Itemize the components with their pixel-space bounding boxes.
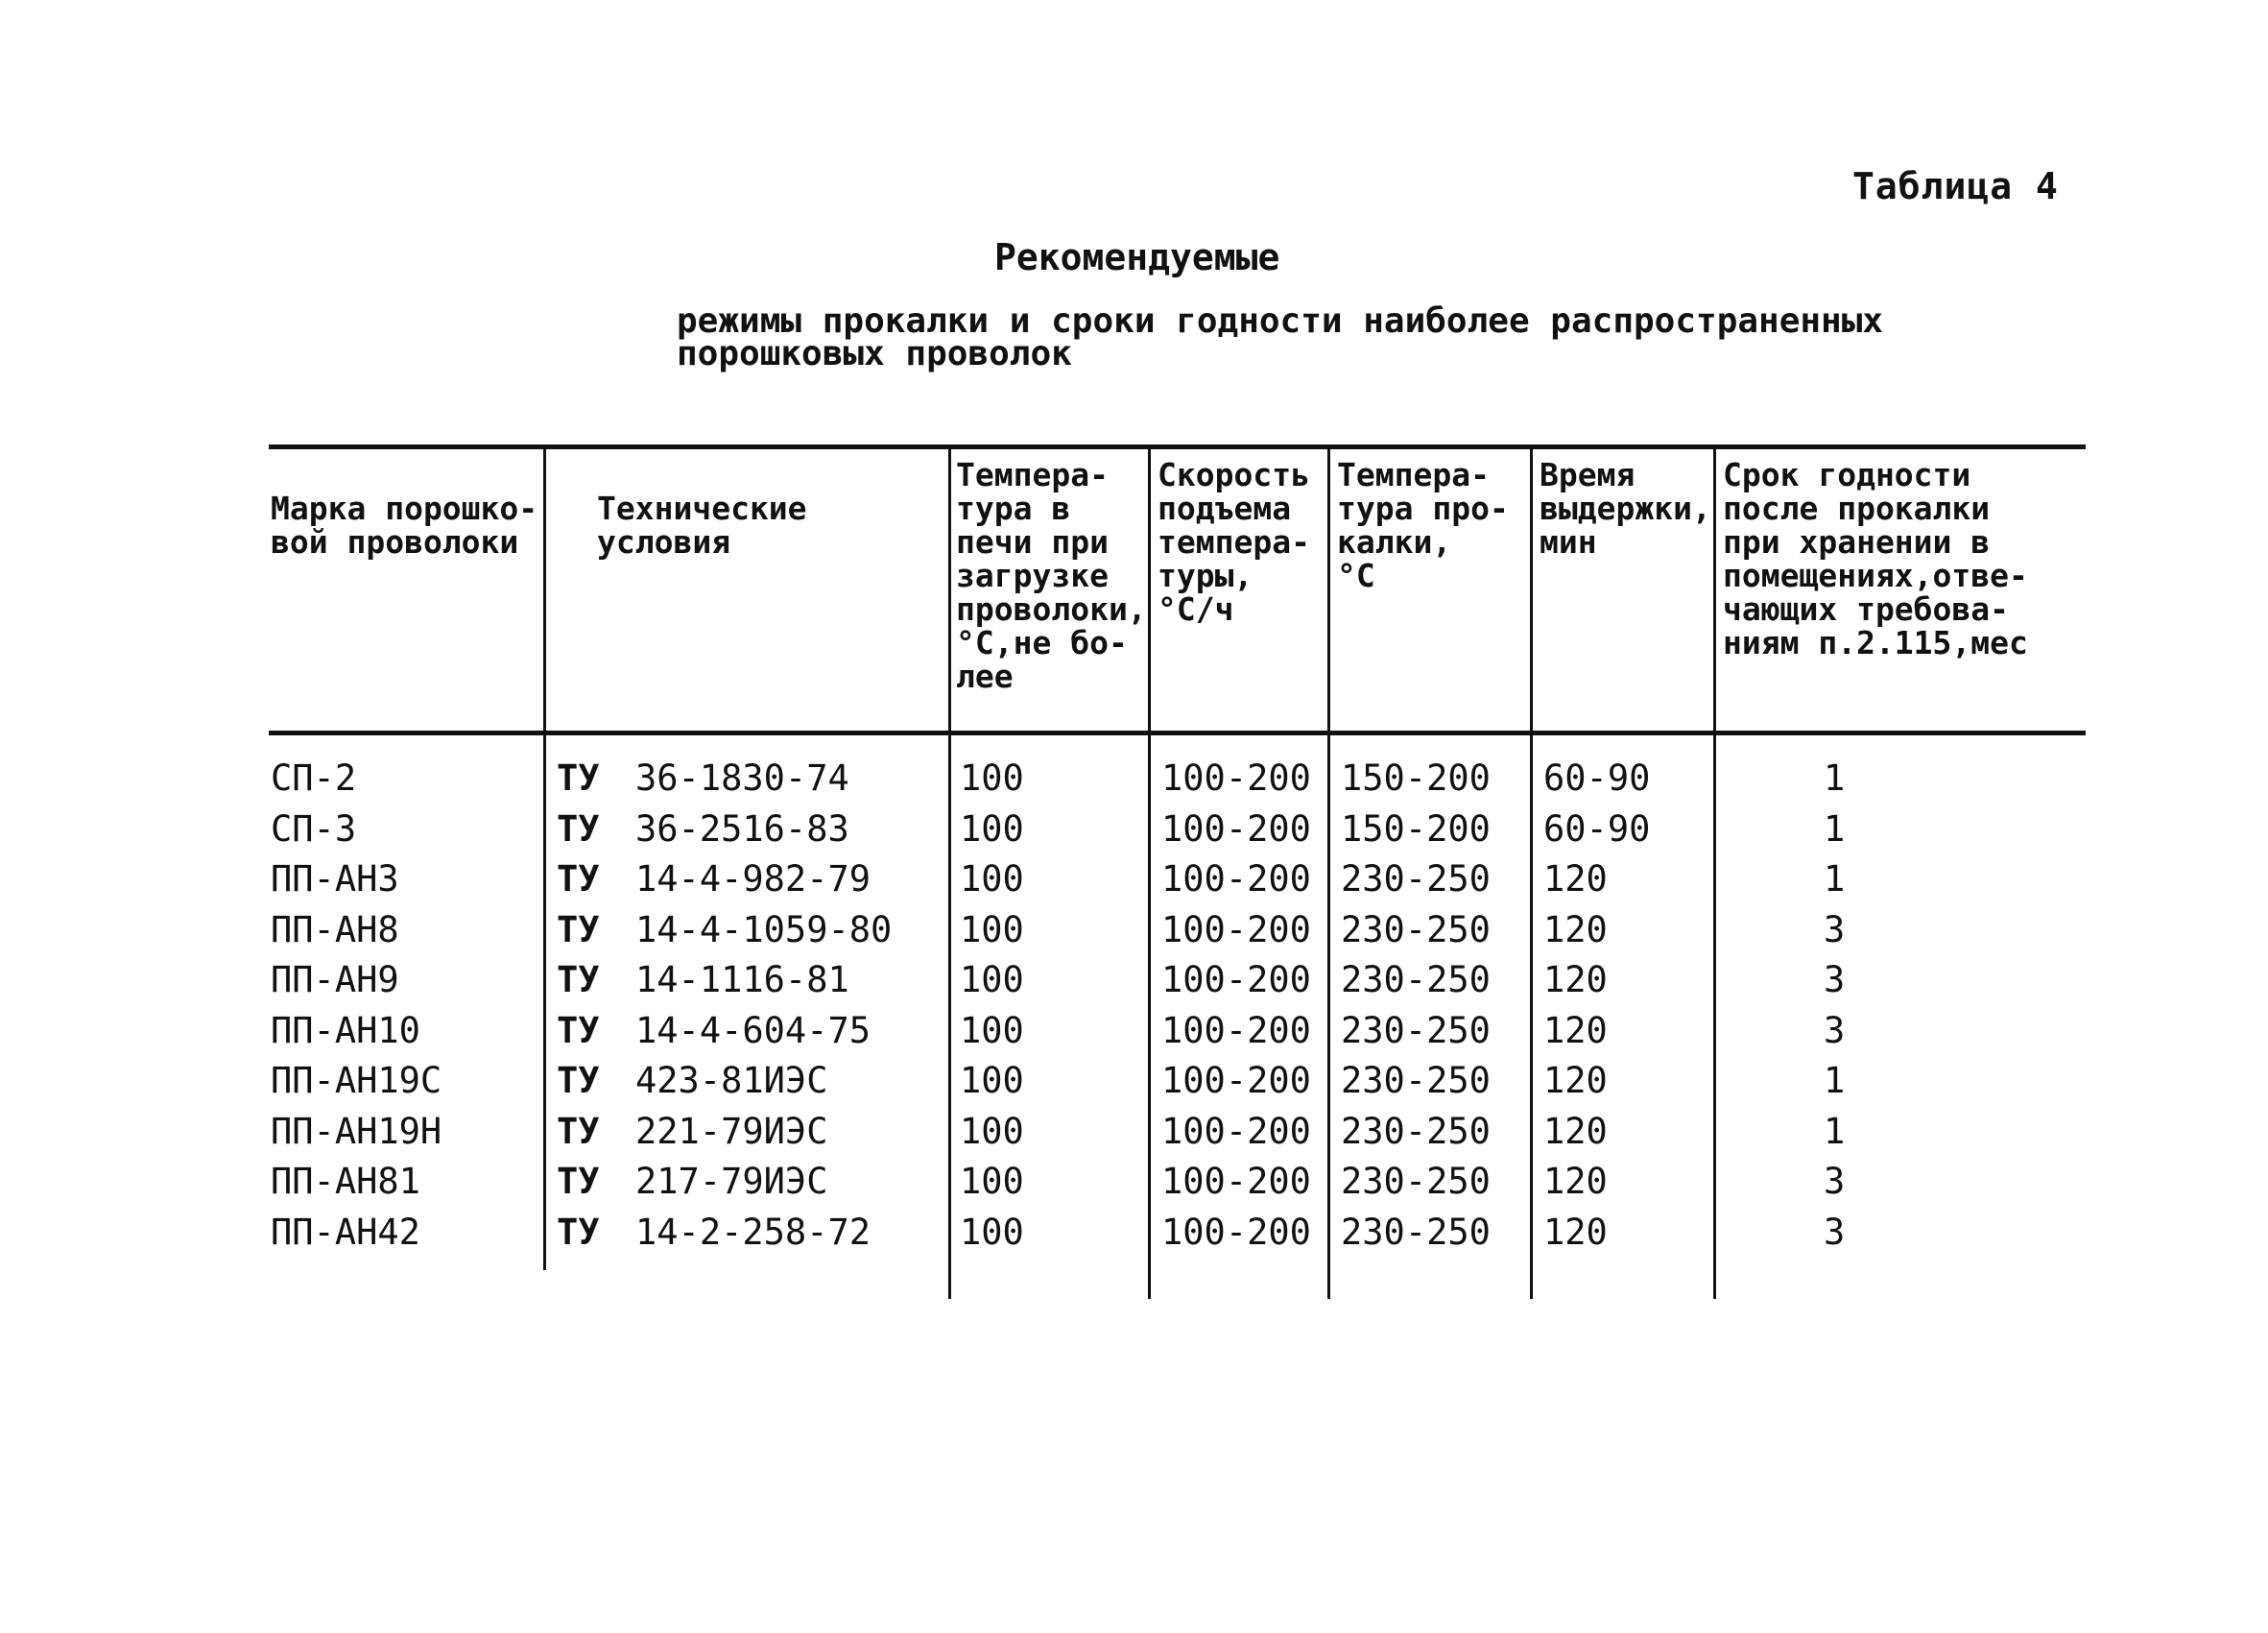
cell-furnace-temp: 100 <box>960 807 1024 850</box>
cell-tu-prefix: ТУ <box>557 858 600 900</box>
cell-heating-rate: 100-200 <box>1161 1161 1311 1202</box>
cell-heating-rate: 100-200 <box>1161 858 1311 900</box>
cell-furnace-temp: 100 <box>960 757 1024 799</box>
cell-calcination-temp: 230-250 <box>1341 858 1491 900</box>
table-number: Таблица 4 <box>1852 165 2059 207</box>
cell-heating-rate: 100-200 <box>1161 757 1311 799</box>
cell-calcination-temp: 150-200 <box>1341 807 1491 850</box>
header-divider-rule <box>269 731 2086 735</box>
cell-shelf-life: 1 <box>1824 1110 1846 1152</box>
cell-shelf-life: 3 <box>1824 959 1846 1000</box>
cell-shelf-life: 1 <box>1824 858 1846 900</box>
cell-brand: ПП-АН19С <box>271 1060 442 1101</box>
cell-heating-rate: 100-200 <box>1161 1110 1311 1152</box>
table-row <box>0 1107 2268 1157</box>
cell-tu-number: 14-2-258-72 <box>635 1211 871 1253</box>
table-top-rule <box>269 444 2086 449</box>
cell-tu-prefix: ТУ <box>557 959 600 1000</box>
header-tech-conditions: Технические условия <box>597 490 807 561</box>
cell-brand: ПП-АН19Н <box>271 1110 442 1152</box>
cell-heating-rate: 100-200 <box>1161 959 1311 1000</box>
cell-holding-time: 120 <box>1543 1009 1608 1051</box>
cell-furnace-temp: 100 <box>960 959 1024 1000</box>
document-title: Рекомендуемые <box>994 236 1280 278</box>
cell-holding-time: 60-90 <box>1543 807 1651 850</box>
cell-calcination-temp: 230-250 <box>1341 1211 1491 1253</box>
cell-furnace-temp: 100 <box>960 1110 1024 1152</box>
cell-brand: ПП-АН10 <box>271 1009 420 1051</box>
cell-tu-prefix: ТУ <box>557 908 600 950</box>
table-row <box>0 804 2268 854</box>
cell-tu-prefix: ТУ <box>557 1161 600 1202</box>
cell-tu-number: 14-4-982-79 <box>635 858 871 900</box>
cell-heating-rate: 100-200 <box>1161 1211 1311 1253</box>
table-row <box>0 955 2268 1005</box>
cell-shelf-life: 3 <box>1824 1009 1846 1051</box>
cell-shelf-life: 1 <box>1824 757 1846 799</box>
cell-tu-prefix: ТУ <box>557 1060 600 1101</box>
cell-tu-prefix: ТУ <box>557 807 600 850</box>
cell-shelf-life: 1 <box>1824 807 1846 850</box>
cell-tu-number: 36-1830-74 <box>635 757 849 799</box>
cell-shelf-life: 3 <box>1824 1161 1846 1202</box>
cell-brand: ПП-АН9 <box>271 959 399 1000</box>
header-calcination-temp: Темпера- тура про- калки, °С <box>1337 456 1509 594</box>
cell-brand: СП-2 <box>271 757 357 799</box>
cell-furnace-temp: 100 <box>960 908 1024 950</box>
cell-tu-number: 14-4-1059-80 <box>635 908 893 950</box>
cell-holding-time: 60-90 <box>1543 757 1651 799</box>
cell-shelf-life: 1 <box>1824 1060 1846 1101</box>
cell-tu-number: 423-81ИЭС <box>635 1060 828 1101</box>
cell-tu-number: 217-79ИЭС <box>635 1161 828 1202</box>
cell-tu-number: 14-1116-81 <box>635 959 849 1000</box>
cell-tu-prefix: ТУ <box>557 1110 600 1152</box>
cell-brand: ПП-АН42 <box>271 1211 420 1253</box>
table-row <box>0 905 2268 955</box>
cell-calcination-temp: 150-200 <box>1341 757 1491 799</box>
cell-tu-prefix: ТУ <box>557 1211 600 1253</box>
cell-holding-time: 120 <box>1543 1161 1608 1202</box>
header-shelf-life: Срок годности после прокалки при хранении в помещениях,отве- чающих требова- ниям п.2.115,мес <box>1723 456 2028 661</box>
cell-heating-rate: 100-200 <box>1161 807 1311 850</box>
table-row <box>0 1056 2268 1106</box>
table-row <box>0 1208 2268 1258</box>
cell-furnace-temp: 100 <box>960 1009 1024 1051</box>
cell-tu-number: 14-4-604-75 <box>635 1009 871 1051</box>
cell-heating-rate: 100-200 <box>1161 1009 1311 1051</box>
header-furnace-temp: Темпера- тура в печи при загрузке проволоки, °С,не бо- лее <box>956 456 1147 695</box>
cell-calcination-temp: 230-250 <box>1341 1060 1491 1101</box>
cell-calcination-temp: 230-250 <box>1341 1110 1491 1152</box>
table-row <box>0 754 2268 804</box>
header-holding-time: Время выдержки, мин <box>1540 456 1711 561</box>
cell-tu-prefix: ТУ <box>557 1009 600 1051</box>
cell-tu-prefix: ТУ <box>557 757 600 799</box>
cell-calcination-temp: 230-250 <box>1341 1161 1491 1202</box>
cell-shelf-life: 3 <box>1824 1211 1846 1253</box>
cell-brand: ПП-АН8 <box>271 908 399 950</box>
cell-calcination-temp: 230-250 <box>1341 959 1491 1000</box>
header-heating-rate: Скорость подъема темпера- туры, °С/ч <box>1158 456 1310 628</box>
cell-furnace-temp: 100 <box>960 1211 1024 1253</box>
cell-calcination-temp: 230-250 <box>1341 1009 1491 1051</box>
cell-furnace-temp: 100 <box>960 1161 1024 1202</box>
table-row <box>0 1006 2268 1056</box>
cell-heating-rate: 100-200 <box>1161 908 1311 950</box>
cell-holding-time: 120 <box>1543 858 1608 900</box>
cell-brand: ПП-АН3 <box>271 858 399 900</box>
cell-brand: ПП-АН81 <box>271 1161 420 1202</box>
cell-tu-number: 36-2516-83 <box>635 807 849 850</box>
table-row <box>0 854 2268 904</box>
cell-furnace-temp: 100 <box>960 1060 1024 1101</box>
cell-holding-time: 120 <box>1543 1060 1608 1101</box>
cell-holding-time: 120 <box>1543 959 1608 1000</box>
cell-calcination-temp: 230-250 <box>1341 908 1491 950</box>
cell-holding-time: 120 <box>1543 1110 1608 1152</box>
document-subtitle: режимы прокалки и сроки годности наиболее распространенных порошковых проволок <box>677 301 1884 373</box>
cell-holding-time: 120 <box>1543 1211 1608 1253</box>
cell-shelf-life: 3 <box>1824 908 1846 950</box>
header-brand: Марка порошко- вой проволоки <box>271 490 538 561</box>
cell-brand: СП-3 <box>271 807 357 850</box>
table-row <box>0 1157 2268 1207</box>
cell-holding-time: 120 <box>1543 908 1608 950</box>
cell-tu-number: 221-79ИЭС <box>635 1110 828 1152</box>
cell-furnace-temp: 100 <box>960 858 1024 900</box>
cell-heating-rate: 100-200 <box>1161 1060 1311 1101</box>
